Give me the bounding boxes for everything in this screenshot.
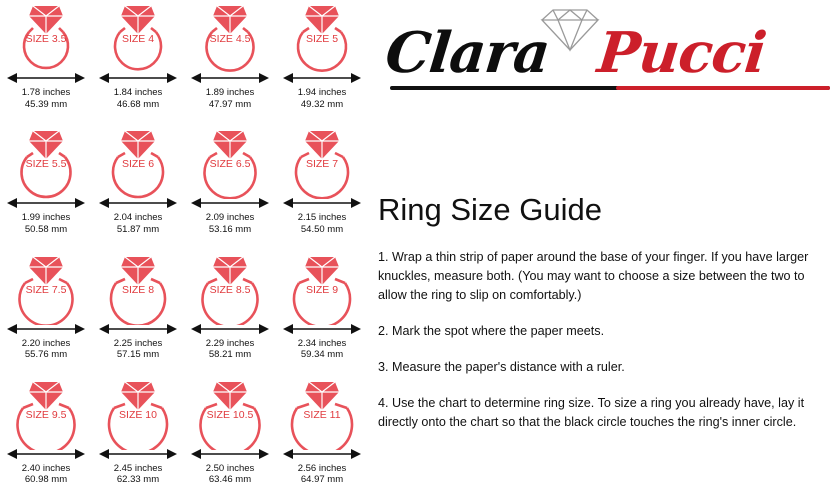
ring-size-cell	[0, 251, 92, 376]
measure-inches: 1.99 inches	[21, 212, 71, 224]
ring-size-cell	[184, 125, 276, 250]
diameter-arrow	[187, 447, 273, 461]
diameter-arrow	[3, 322, 89, 336]
ring-size-cell	[184, 0, 276, 125]
ring-size-label: SIZE 6	[121, 158, 155, 171]
ring-size-cell	[184, 251, 276, 376]
diameter-arrow	[279, 196, 365, 210]
diameter-arrow	[187, 322, 273, 336]
brand-logo	[376, 2, 836, 102]
ring-measurements	[22, 338, 71, 361]
guide-steps	[378, 248, 830, 432]
ring-size-label: SIZE 9.5	[25, 408, 67, 421]
measure-mm: 49.32 mm	[300, 98, 344, 110]
measure-inches: 2.04 inches	[113, 212, 163, 224]
measure-mm: 59.34 mm	[300, 349, 344, 360]
measure-mm: 47.97 mm	[208, 98, 252, 110]
measure-inches: 1.78 inches	[21, 87, 71, 98]
guide-panel	[368, 0, 839, 501]
measure-mm: 64.97 mm	[300, 474, 344, 486]
ring-measurements	[114, 463, 163, 486]
measure-mm: 60.98 mm	[24, 474, 68, 486]
ring-size-cell	[276, 0, 368, 125]
measure-inches: 2.15 inches	[297, 212, 347, 224]
ring-measurements	[22, 212, 71, 235]
diameter-arrow	[95, 447, 181, 461]
ring-measurements	[206, 463, 255, 486]
measure-inches: 2.45 inches	[113, 462, 163, 474]
measure-mm: 54.50 mm	[300, 223, 344, 235]
ring-size-cell	[276, 376, 368, 501]
guide-step: 4. Use the chart to determine ring size. To size a ring you already have, lay it directly onto the chart so that the black circle touches the ring's inner circle.	[378, 396, 805, 429]
ring-size-cell	[92, 251, 184, 376]
ring-size-label: SIZE 6.5	[209, 158, 251, 171]
measure-inches: 2.50 inches	[205, 462, 255, 474]
ring-size-label: SIZE 8	[121, 283, 155, 296]
measure-inches: 2.40 inches	[21, 462, 71, 474]
brand-name-first: Clara	[382, 20, 553, 86]
ring-size-label: SIZE 10.5	[206, 408, 254, 421]
chart-row	[0, 125, 368, 250]
guide-step: 1. Wrap a thin strip of paper around the base of your finger. If you have larger knuckles, measure both. (You may want to choose a size between the two to allow the ring to slip on comfortably.)	[378, 250, 809, 302]
ring-size-label: SIZE 7.5	[25, 283, 67, 296]
measure-inches: 1.94 inches	[297, 87, 347, 98]
diameter-arrow	[279, 71, 365, 85]
measure-inches: 2.34 inches	[297, 337, 347, 349]
ring-size-label: SIZE 5.5	[25, 158, 67, 171]
ring-size-cell	[276, 125, 368, 250]
ring-measurements	[206, 87, 255, 110]
diameter-arrow	[95, 196, 181, 210]
measure-mm: 57.15 mm	[116, 349, 160, 360]
ring-measurements	[22, 87, 71, 110]
chart-row	[0, 376, 368, 501]
ring-measurements	[298, 212, 347, 235]
measure-mm: 51.87 mm	[116, 223, 160, 235]
ring-size-label: SIZE 4.5	[209, 33, 251, 45]
ring-size-cell	[92, 0, 184, 125]
diameter-arrow	[3, 71, 89, 85]
ring-size-label: SIZE 10	[119, 408, 157, 421]
ring-measurements	[206, 338, 255, 361]
ring-size-label: SIZE 11	[303, 408, 341, 421]
ring-size-cell	[0, 125, 92, 250]
ring-measurements	[206, 212, 255, 235]
measure-mm: 63.46 mm	[208, 474, 252, 486]
ring-size-cell	[92, 125, 184, 250]
measure-inches: 1.89 inches	[205, 87, 255, 98]
diameter-arrow	[95, 71, 181, 85]
ring-size-label: SIZE 4	[121, 33, 155, 45]
measure-inches: 2.09 inches	[205, 212, 255, 224]
measure-mm: 62.33 mm	[116, 474, 160, 486]
chart-row	[0, 0, 368, 125]
ring-measurements	[114, 87, 163, 110]
ring-size-cell	[184, 376, 276, 501]
guide-step: 2. Mark the spot where the paper meets.	[378, 324, 605, 338]
ring-measurements	[298, 463, 347, 486]
brand-name-second: Pucci	[594, 20, 769, 86]
diameter-arrow	[279, 322, 365, 336]
measure-mm: 55.76 mm	[24, 349, 68, 360]
logo-underline-red	[616, 86, 830, 90]
ring-measurements	[114, 338, 163, 361]
ring-measurements	[298, 87, 347, 110]
diameter-arrow	[187, 71, 273, 85]
ring-measurements	[298, 338, 347, 361]
diameter-arrow	[95, 322, 181, 336]
measure-mm: 50.58 mm	[24, 223, 68, 235]
ring-size-label: SIZE 9	[305, 283, 339, 296]
ring-size-cell	[276, 251, 368, 376]
measure-inches: 2.20 inches	[21, 337, 71, 349]
ring-size-label: SIZE 3.5	[25, 33, 67, 45]
ring-size-label: SIZE 5	[305, 33, 339, 45]
guide-step: 3. Measure the paper's distance with a ruler.	[378, 360, 625, 374]
diameter-arrow	[279, 447, 365, 461]
ring-size-cell	[92, 376, 184, 501]
chart-row	[0, 251, 368, 376]
ring-measurements	[22, 463, 71, 486]
diameter-arrow	[3, 196, 89, 210]
measure-mm: 58.21 mm	[208, 349, 252, 360]
measure-mm: 53.16 mm	[208, 223, 252, 235]
measure-inches: 1.84 inches	[113, 87, 163, 98]
ring-size-label: SIZE 8.5	[209, 283, 251, 296]
ring-size-chart	[0, 0, 368, 501]
measure-mm: 45.39 mm	[24, 98, 68, 110]
ring-measurements	[114, 212, 163, 235]
diameter-arrow	[3, 447, 89, 461]
measure-inches: 2.25 inches	[113, 337, 163, 349]
ring-size-label: SIZE 7	[305, 158, 339, 171]
ring-size-cell	[0, 0, 92, 125]
page-title: Ring Size Guide	[378, 192, 603, 227]
ring-size-cell	[0, 376, 92, 501]
diameter-arrow	[187, 196, 273, 210]
measure-mm: 46.68 mm	[116, 98, 160, 110]
measure-inches: 2.56 inches	[297, 462, 347, 474]
measure-inches: 2.29 inches	[205, 337, 255, 349]
